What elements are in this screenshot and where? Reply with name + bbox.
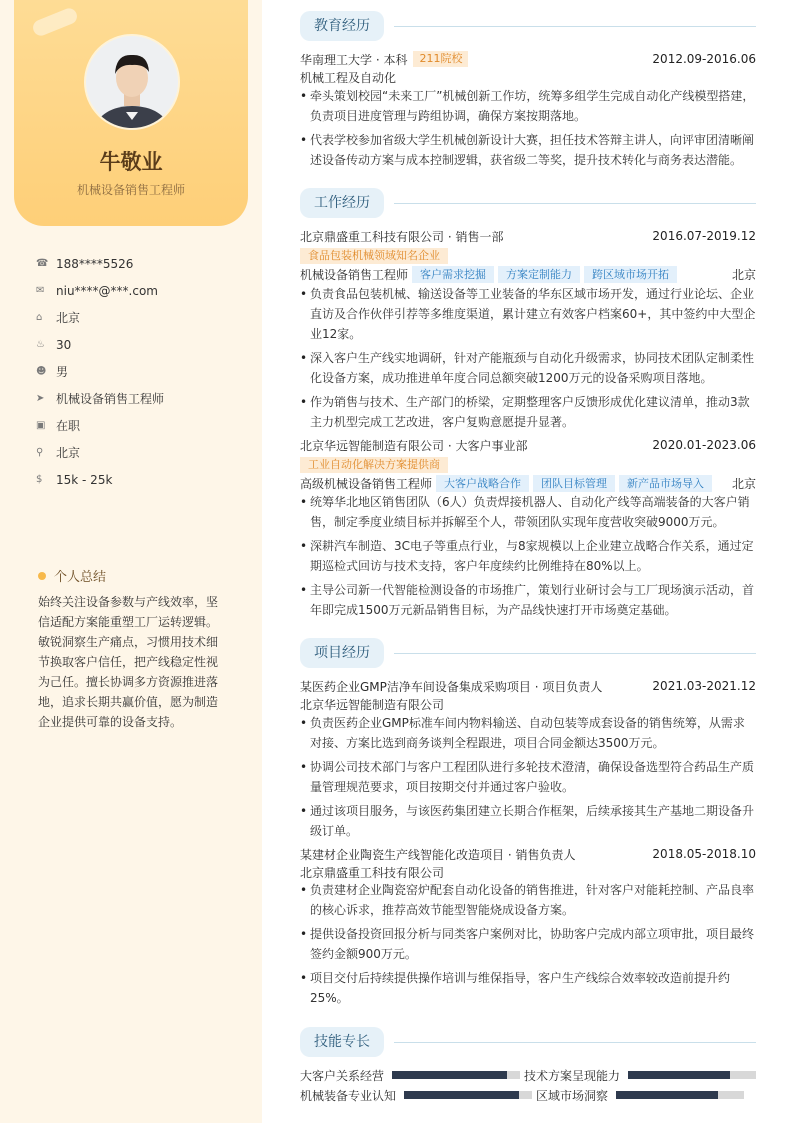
mail-icon: ✉ [36, 285, 45, 296]
section-skills-heading [300, 1026, 756, 1058]
project-1-bullets [300, 713, 756, 845]
industry-tag: 食品包装机械领域知名企业 [300, 248, 448, 264]
info-value: 北京 [56, 311, 81, 325]
summary-title-text: 个人总结 [54, 570, 107, 585]
info-gender [36, 358, 246, 385]
divider [394, 203, 756, 204]
project-date: 2021.03-2021.12 [652, 679, 756, 693]
job-date: 2020.01-2023.06 [652, 438, 756, 452]
info-location [36, 439, 246, 466]
skill-item [300, 1067, 524, 1084]
info-phone [36, 250, 246, 277]
company-name: 北京华远智能制造有限公司 · 大客户事业部 [300, 438, 528, 453]
skill-tag: 新产品市场导入 [619, 475, 712, 492]
job-2-bullets [300, 492, 756, 624]
cake-icon: ♨ [36, 339, 45, 350]
position: 高级机械设备销售工程师 [300, 476, 433, 491]
skill-tag: 方案定制能力 [498, 266, 580, 283]
summary-text: 始终关注设备参数与产线效率，坚信适配方案能重塑工厂运转逻辑。敏锐洞察生产痛点，习惯用技术细节换取客户信任，把产线稳定性视为己任。擅长协调多方资源推进落地，追求长期共赢价值，愿为制造企业提供可靠的设备支持。 [38, 595, 219, 729]
target-icon: ➤ [36, 393, 45, 404]
info-value: 在职 [56, 419, 81, 433]
skill-bar-fill [392, 1071, 507, 1079]
info-value: niu****@***.com [56, 283, 158, 298]
project-2-bullets [300, 880, 756, 1012]
contact-info-list [36, 250, 246, 493]
skill-tag: 客户需求挖掘 [412, 266, 494, 283]
project-name: 某医药企业GMP洁净车间设备集成采购项目 · 项目负责人 [300, 679, 603, 694]
project-name: 某建材企业陶瓷生产线智能化改造项目 · 销售负责人 [300, 847, 576, 862]
list-item: • 代表学校参加省级大学生机械创新设计大赛，担任技术答辩主讲人，向评审团清晰阐述设备传动方案与成本控制逻辑，获省级二等奖，提升技术转化与商务表达潜能。 [300, 130, 756, 170]
skill-bar [392, 1071, 520, 1079]
list-item: • 负责医药企业GMP标准车间内物料输送、自动包装等成套设备的销售统筹，从需求对接、方案比选到商务谈判全程跟进，项目合同金额达3500万元。 [300, 713, 756, 753]
skill-tag: 大客户战略合作 [436, 475, 529, 492]
skill-tag: 跨区域市场开拓 [584, 266, 677, 283]
skill-bar [616, 1091, 744, 1099]
school-name: 华南理工大学 · 本科 [300, 52, 408, 67]
job-1-position-row [300, 265, 756, 283]
list-item: • 提供设备投资回报分析与同类客户案例对比，协助客户完成内部立项审批，项目最终签约金额900万元。 [300, 924, 756, 964]
job-city: 北京 [731, 267, 756, 282]
info-value: 30 [56, 337, 72, 352]
info-email [36, 277, 246, 304]
sidebar [0, 0, 262, 1123]
person-title: 机械设备销售工程师 [76, 183, 185, 197]
info-value: 15k - 25k [56, 472, 113, 487]
bullet-dot-icon [38, 572, 46, 580]
skill-bar-fill [404, 1091, 519, 1099]
info-value: 机械设备销售工程师 [56, 392, 165, 406]
job-1-bullets [300, 284, 756, 436]
info-hometown [36, 304, 246, 331]
location-icon: ⚲ [36, 447, 44, 458]
education-row [300, 50, 756, 68]
job-1-header [300, 227, 756, 245]
skill-item [300, 1087, 536, 1104]
home-icon: ⌂ [36, 312, 43, 323]
project-date: 2018.05-2018.10 [652, 847, 756, 861]
section-title: 教育经历 [300, 11, 384, 41]
status-icon: ▣ [36, 420, 46, 431]
job-2-header [300, 436, 756, 454]
list-item: • 深入客户生产线实地调研，针对产能瓶颈与自动化升级需求，协同技术团队定制柔性化设备方案，成功推进单年度合同总额突破1200万元的设备采购项目落地。 [300, 348, 756, 388]
list-item: • 统筹华北地区销售团队（6人）负责焊接机器人、自动化产线等高端装备的大客户销售，制定季度业绩目标并拆解至个人，带领团队实现年度营收突破9000万元。 [300, 492, 756, 532]
skill-bar [404, 1091, 532, 1099]
section-work-heading [300, 187, 756, 219]
list-item: • 作为销售与技术、生产部门的桥梁，定期整理客户反馈形成优化建议清单，推动3款主力机型完成工艺改进，客户复购意愿提升显著。 [300, 392, 756, 432]
project-company: 北京鼎盛重工科技有限公司 [300, 865, 445, 880]
section-title: 工作经历 [300, 188, 384, 218]
skill-item [536, 1087, 756, 1104]
summary-heading [38, 566, 106, 585]
info-value: 188****5526 [56, 256, 134, 271]
project-1-header [300, 677, 756, 695]
salary-icon: $ [36, 474, 43, 485]
skill-name: 区域市场洞察 [536, 1088, 609, 1103]
skill-tag: 团队目标管理 [533, 475, 615, 492]
skill-bar-fill [628, 1071, 730, 1079]
person-name: 牛敬业 [99, 150, 163, 174]
phone-icon: ☎ [36, 258, 49, 269]
education-date: 2012.09-2016.06 [652, 52, 756, 66]
skill-name: 机械装备专业认知 [300, 1088, 397, 1103]
skill-bar-fill [616, 1091, 718, 1099]
info-value: 北京 [56, 446, 81, 460]
info-age [36, 331, 246, 358]
skill-item [524, 1067, 756, 1084]
major-row [300, 68, 756, 86]
section-title: 技能专长 [300, 1027, 384, 1057]
job-date: 2016.07-2019.12 [652, 229, 756, 243]
skill-name: 大客户关系经营 [300, 1068, 385, 1083]
list-item: • 负责食品包装机械、输送设备等工业装备的华东区域市场开发，通过行业论坛、企业直访及合作伙伴引荐等多维度渠道，累计建立有效客户档案60+，其中签约中大型企业12家。 [300, 284, 756, 344]
list-item: • 协调公司技术部门与客户工程团队进行多轮技术澄清，确保设备选型符合药品生产质量管理规范要求，项目按期交付并通过客户验收。 [300, 757, 756, 797]
list-item: • 深耕汽车制造、3C电子等重点行业，与8家规模以上企业建立战略合作关系，通过定期巡检式回访与技术支持，客户年度续约比例维持在80%以上。 [300, 536, 756, 576]
job-city: 北京 [731, 476, 756, 491]
list-item: • 主导公司新一代智能检测设备的市场推广，策划行业研讨会与工厂现场演示活动，首年即完成1500万元新品销售目标，为产品线快速打开市场奠定基础。 [300, 580, 756, 620]
job-2-position-row [300, 474, 756, 492]
info-value: 男 [56, 365, 69, 379]
avatar [84, 34, 180, 130]
section-education-heading [300, 10, 756, 42]
skill-name: 技术方案呈现能力 [524, 1068, 621, 1083]
section-title: 项目经历 [300, 638, 384, 668]
info-status [36, 412, 246, 439]
industry-tag: 工业自动化解决方案提供商 [300, 457, 448, 473]
position: 机械设备销售工程师 [300, 267, 409, 282]
major: 机械工程及自动化 [300, 70, 397, 85]
section-projects-heading [300, 637, 756, 669]
gender-icon: ☻ [36, 366, 47, 377]
list-item: • 项目交付后持续提供操作培训与维保指导，客户生产线综合效率较改造前提升约25%。 [300, 968, 756, 1008]
list-item: • 负责建材企业陶瓷窑炉配套自动化设备的销售推进，针对客户对能耗控制、产品良率的核心诉求，推荐高效节能型智能烧成设备方案。 [300, 880, 756, 920]
divider [394, 653, 756, 654]
skill-bar [628, 1071, 756, 1079]
project-1-company-row [300, 695, 756, 713]
project-company: 北京华远智能制造有限公司 [300, 697, 445, 712]
divider [394, 26, 756, 27]
list-item: • 通过该项目服务，与该医药集团建立长期合作框架，后续承接其生产基地二期设备升级订单。 [300, 801, 756, 841]
info-target-position [36, 385, 246, 412]
divider [394, 1042, 756, 1043]
school-tag: 211院校 [413, 51, 468, 67]
project-2-company-row [300, 863, 756, 881]
project-2-header [300, 845, 756, 863]
list-item: • 牵头策划校园“未来工厂”机械创新工作坊，统筹多组学生完成自动化产线模型搭建，负责项目进度管理与跨组协调，确保方案按期落地。 [300, 86, 756, 126]
company-name: 北京鼎盛重工科技有限公司 · 销售一部 [300, 229, 504, 244]
education-bullets [300, 86, 756, 174]
info-salary [36, 466, 246, 493]
skills-list [300, 1066, 756, 1106]
